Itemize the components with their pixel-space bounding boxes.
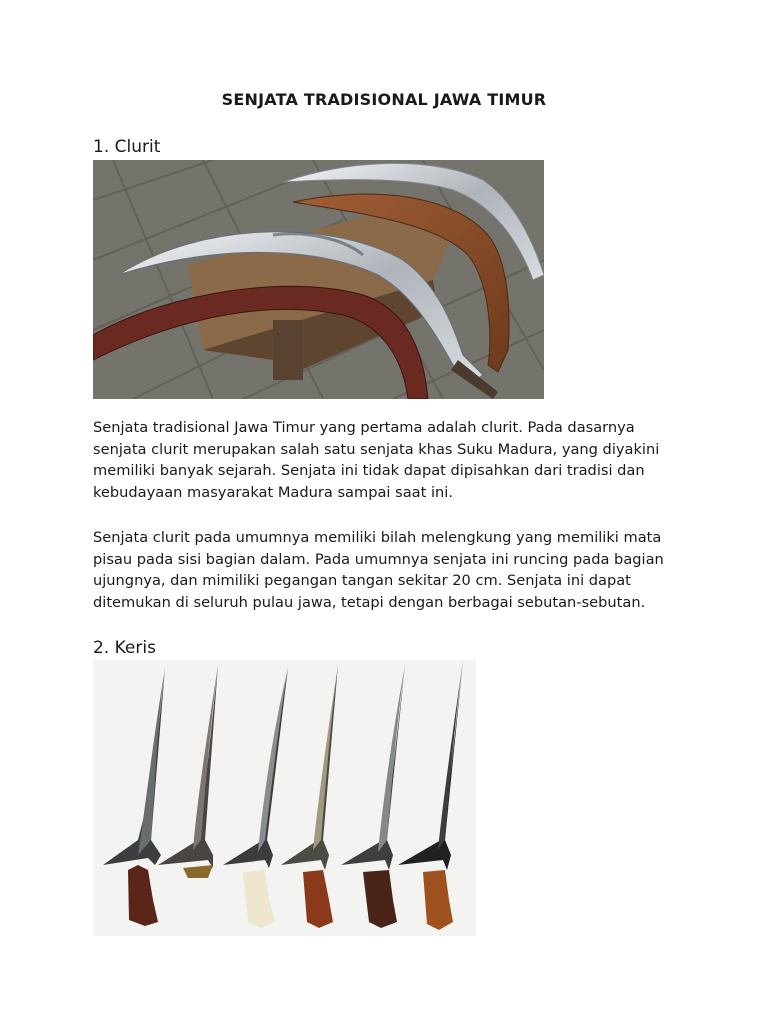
keris-photo (93, 660, 476, 936)
clurit-paragraph-2: Senjata clurit pada umumnya memiliki bilah melengkung yang memiliki mata pisau pada sisi bagian dalam. Pada umumnya senjata ini runcing pada bagian ujungnya, dan mimiliki pegangan tangan sekitar 20 cm. Senjata ini dapat ditemukan di seluruh pulau jawa, tetapi dengan berbagai sebutan-sebutan. (93, 529, 664, 611)
clurit-paragraph-1: Senjata tradisional Jawa Timur yang pertama adalah clurit. Pada dasarnya senjata clurit merupakan salah satu senjata khas Suku Madura, yang diyakini memiliki banyak sejarah. Senjata ini tidak dapat dipisahkan dari tradisi dan kebudayaan masyarakat Madura sampai saat ini. (93, 419, 660, 501)
clurit-photo (93, 160, 544, 399)
section-heading-clurit: 1. Clurit (93, 137, 161, 157)
section-heading-keris: 2. Keris (93, 638, 156, 658)
document-title: SENJATA TRADISIONAL JAWA TIMUR (221, 90, 547, 109)
